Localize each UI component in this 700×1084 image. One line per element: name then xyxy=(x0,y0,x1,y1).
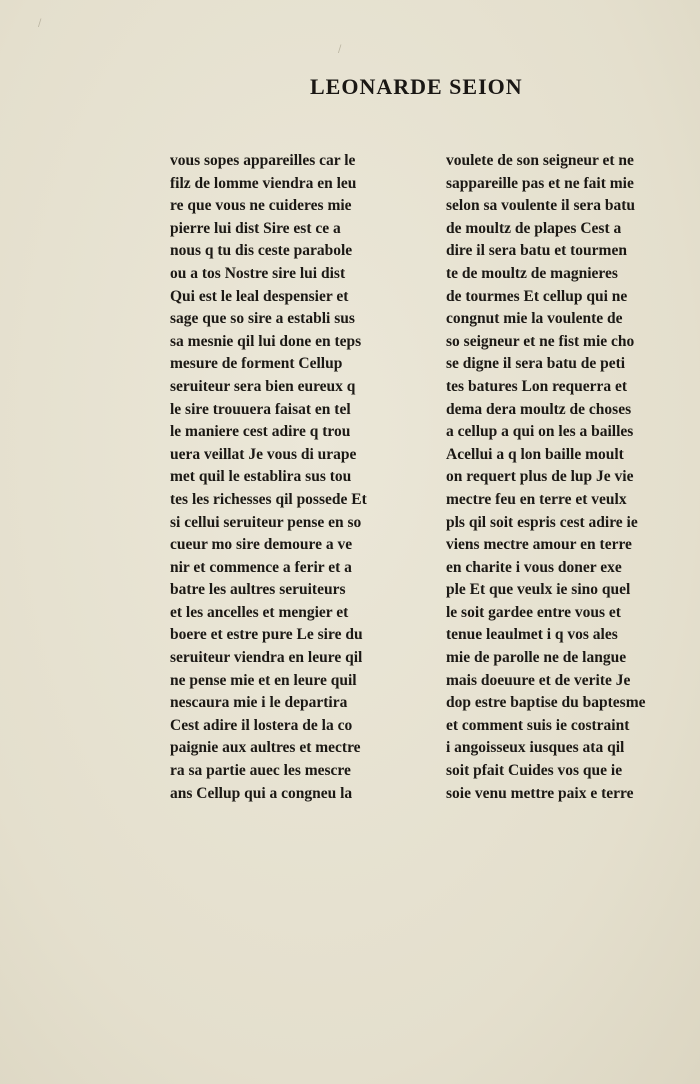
text-line: congnut mie la voulente de xyxy=(446,310,623,328)
text-column-left xyxy=(170,150,425,805)
text-line: voulete de son seigneur et ne xyxy=(446,152,634,169)
text-line: nous q tu dis ceste parabole xyxy=(170,242,353,260)
text-line: i angoisseux iusques ata qil xyxy=(446,739,625,757)
text-line: soit pfait Cuides vos que ie xyxy=(446,762,623,780)
text-line: de tourmes Et cellup qui ne xyxy=(446,287,628,305)
text-line: le soit gardee entre vous et xyxy=(446,603,621,621)
margin-mark: / xyxy=(338,44,342,55)
text-line: tes les richesses qil possede Et xyxy=(170,490,367,508)
text-line: viens mectre amour en terre xyxy=(446,536,632,554)
text-line: et comment suis ie costraint xyxy=(446,716,630,734)
text-line: ans Cellup qui a congneu la xyxy=(170,784,353,802)
text-line: on requert plus de lup Je vie xyxy=(446,468,634,486)
text-line: et les ancelles et mengier et xyxy=(170,603,349,621)
text-line: ou a tos Nostre sire lui dist xyxy=(170,264,346,282)
text-line: sappareille pas et ne fait mie xyxy=(446,174,634,192)
text-line: seruiteur viendra en leure qil xyxy=(170,649,363,667)
text-line: le maniere cest adire q trou xyxy=(170,423,351,441)
text-line: Cest adire il lostera de la co xyxy=(170,716,353,734)
text-line: sa mesnie qil lui done en teps xyxy=(170,332,362,350)
text-line: Acellui a q lon baille moult xyxy=(446,445,624,463)
text-line: ple Et que veulx ie sino quel xyxy=(446,581,631,599)
text-line: en charite i vous doner exe xyxy=(446,558,622,576)
text-line: re que vous ne cuideres mie xyxy=(170,197,352,215)
text-line: so seigneur et ne fist mie cho xyxy=(446,332,635,350)
text-line: mais doeuure et de verite Je xyxy=(446,671,631,689)
text-line: te de moultz de magnieres xyxy=(446,264,618,282)
text-line: si cellui seruiteur pense en so xyxy=(170,513,362,531)
text-line: le sire trouuera faisat en tel xyxy=(170,400,351,418)
text-line: filz de lomme viendra en leu xyxy=(170,174,357,192)
text-line: selon sa voulente il sera batu xyxy=(446,197,636,215)
text-line: dema dera moultz de choses xyxy=(446,400,632,418)
text-line: tes batures Lon requerra et xyxy=(446,377,628,395)
running-header: LEONARDE SEION xyxy=(310,74,523,99)
text-line: ra sa partie auec les mescre xyxy=(170,762,351,780)
text-line: dop estre baptise du baptesme xyxy=(446,694,646,712)
text-line: tenue leaulmet i q vos ales xyxy=(446,626,618,644)
text-line: vous sopes appareilles car le xyxy=(170,152,356,169)
text-line: met quil le establira sus tou xyxy=(170,468,352,486)
text-line: pls qil soit espris cest adire ie xyxy=(446,513,638,531)
text-line: nir et commence a ferir et a xyxy=(170,558,352,576)
text-line: dire il sera batu et tourmen xyxy=(446,242,627,260)
text-line: Qui est le leal despensier et xyxy=(170,287,349,305)
margin-mark: / xyxy=(38,18,42,29)
text-line: ne pense mie et en leure quil xyxy=(170,671,357,689)
text-line: paignie aux aultres et mectre xyxy=(170,739,361,757)
text-line: a cellup a qui on les a bailles xyxy=(446,423,634,441)
text-line: mectre feu en terre et veulx xyxy=(446,490,627,508)
text-line: soie venu mettre paix e terre xyxy=(446,784,634,802)
text-line: se digne il sera batu de peti xyxy=(446,355,626,373)
text-line: mie de parolle ne de langue xyxy=(446,649,627,667)
text-line: de moultz de plapes Cest a xyxy=(446,219,622,237)
text-line: pierre lui dist Sire est ce a xyxy=(170,219,341,237)
text-line: uera veillat Je vous di urape xyxy=(170,445,357,463)
text-line: cueur mo sire demoure a ve xyxy=(170,536,353,554)
text-line: nescaura mie i le departira xyxy=(170,694,348,712)
text-line: mesure de forment Cellup xyxy=(170,355,343,373)
text-column-right xyxy=(446,150,686,805)
text-line: sage que so sire a establi sus xyxy=(170,310,355,328)
text-line: boere et estre pure Le sire du xyxy=(170,626,363,644)
text-line: batre les aultres seruiteurs xyxy=(170,581,346,599)
text-line: seruiteur sera bien eureux q xyxy=(170,377,356,395)
